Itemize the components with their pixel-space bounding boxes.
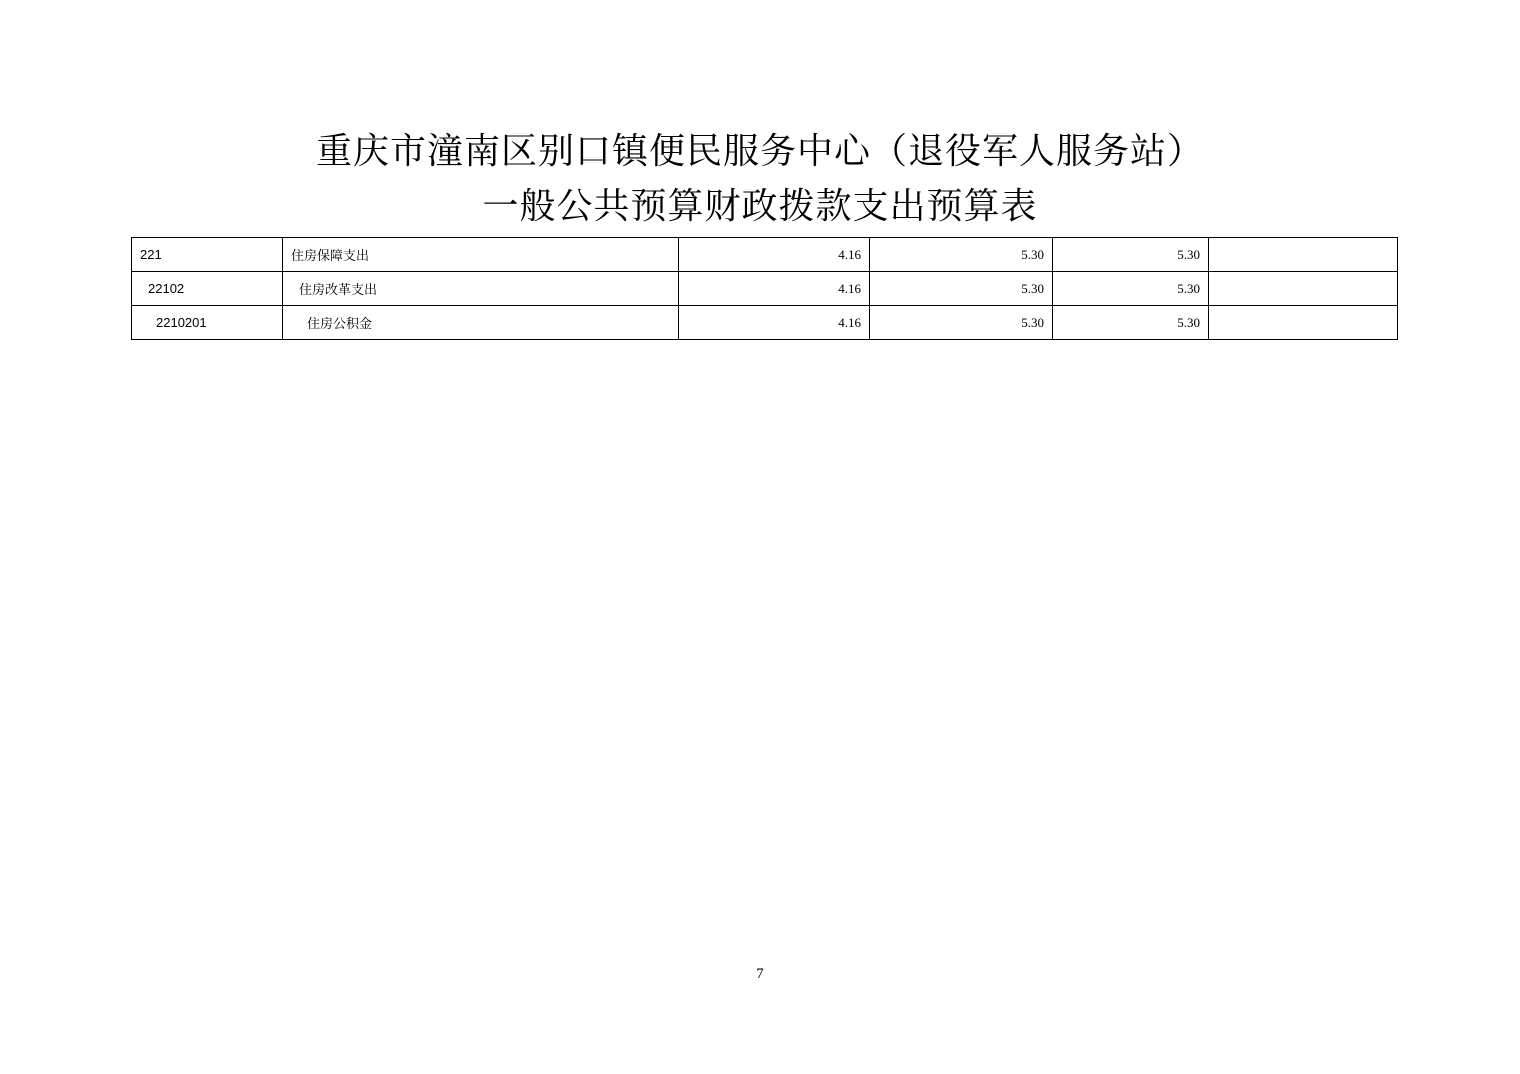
row-value-3: 5.30 (1053, 306, 1209, 340)
row-code: 22102 (132, 272, 283, 306)
table-row (132, 238, 1398, 272)
page-number: 7 (756, 966, 764, 982)
document-title-line-1: 重庆市潼南区别口镇便民服务中心（退役军人服务站） (315, 131, 1204, 172)
row-name: 住房公积金 (283, 306, 679, 340)
row-value-3: 5.30 (1053, 238, 1209, 272)
row-value-4 (1209, 272, 1398, 306)
row-value-2: 5.30 (870, 238, 1053, 272)
row-value-2: 5.30 (870, 272, 1053, 306)
row-value-2: 5.30 (870, 306, 1053, 340)
budget-table (131, 237, 1398, 340)
row-name: 住房改革支出 (283, 272, 679, 306)
row-value-4 (1209, 306, 1398, 340)
row-value-1: 4.16 (679, 306, 870, 340)
row-value-3: 5.30 (1053, 272, 1209, 306)
row-code: 2210201 (132, 306, 283, 340)
row-value-4 (1209, 238, 1398, 272)
row-value-1: 4.16 (679, 272, 870, 306)
row-value-1: 4.16 (679, 238, 870, 272)
document-title-line-2: 一般公共预算财政拨款支出预算表 (482, 186, 1038, 227)
table-row (132, 272, 1398, 306)
table-row (132, 306, 1398, 340)
row-code: 221 (132, 238, 283, 272)
row-name: 住房保障支出 (283, 238, 679, 272)
